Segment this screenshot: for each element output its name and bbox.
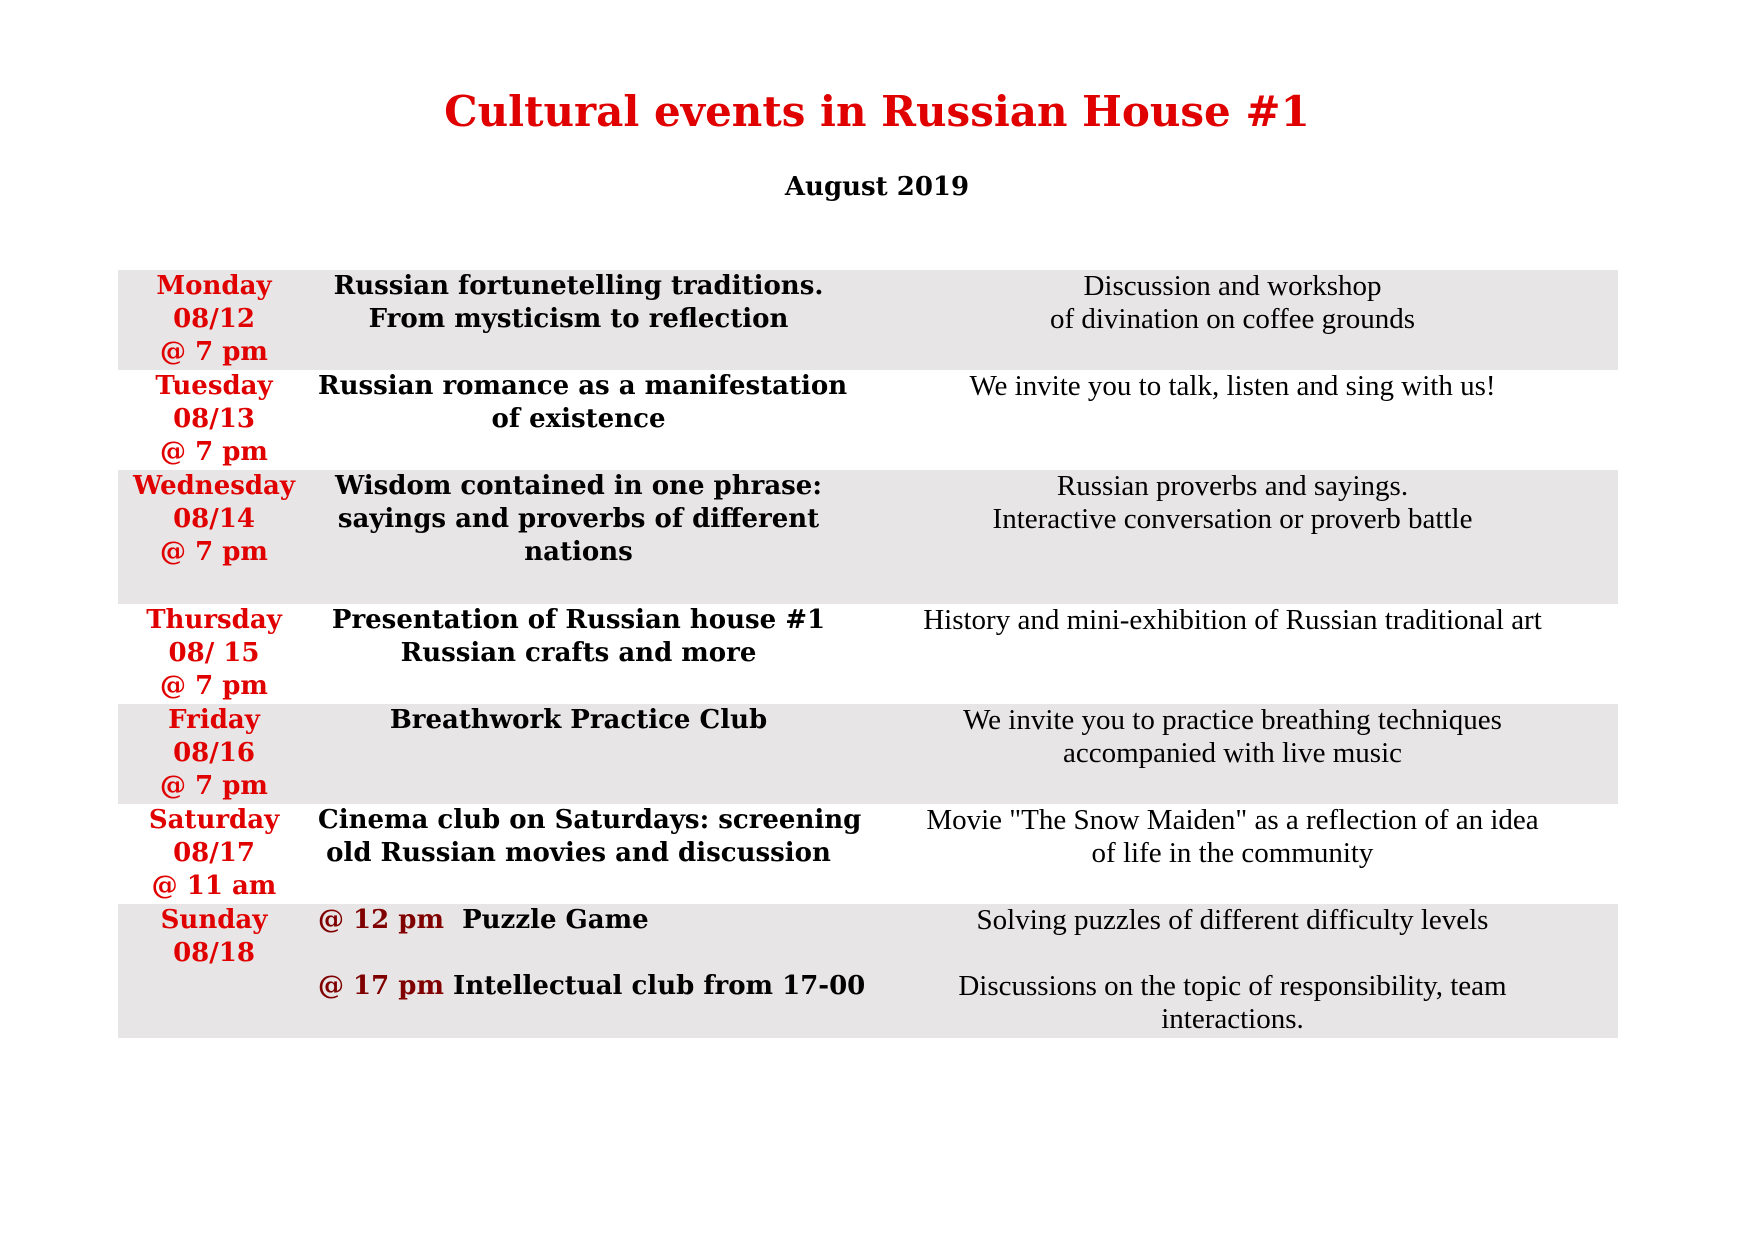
event-date: 08/13 [173,404,255,434]
event-title-line: Russian romance as a manifestation [318,371,848,401]
event-title-cell [310,270,847,370]
event-time: @ 7 pm [160,671,268,701]
event-title-cell [310,904,866,1038]
event-description-line: We invite you to practice breathing techniques [963,704,1502,736]
event-date: 08/16 [173,738,255,768]
event-description-cell [847,704,1618,804]
event-day-cell [118,704,310,804]
session-spacer [318,937,839,970]
event-title-line: From mysticism to reflection [368,304,789,334]
event-title-line: Breathwork Practice Club [389,705,768,735]
event-description-line: interactions. [1161,1003,1304,1035]
session-title: Intellectual club from 17-00 [453,971,866,1001]
event-description-line: of divination on coffee grounds [1049,303,1416,335]
event-title-cell [310,470,847,604]
event-description-line: Solving puzzles of different difficulty levels [976,904,1489,936]
event-title-cell [310,370,847,470]
session-spacer [853,937,1612,970]
event-title-cell [310,604,847,704]
event-title-line: Presentation of Russian house #1 [331,605,826,635]
event-title-line: Russian fortunetelling traditions. [333,271,824,301]
session-time: @ 12 pm [318,905,444,935]
event-row-tuesday [118,370,1618,470]
event-day-cell [118,370,310,470]
event-day-cell [118,904,310,1038]
event-time: @ 7 pm [160,537,268,567]
event-day-cell [118,604,310,704]
event-day: Thursday [146,605,282,635]
page-subtitle: August 2019 [784,172,970,202]
event-row-wednesday [118,470,1618,604]
event-day: Friday [168,705,260,735]
event-day: Wednesday [132,471,296,501]
event-description-line: of life in the community [1091,837,1374,869]
event-description-line: History and mini-exhibition of Russian traditional art [923,604,1542,636]
event-description-line: accompanied with live music [1062,737,1403,769]
event-time: @ 7 pm [160,337,268,367]
event-title-line: Wisdom contained in one phrase: [335,471,822,501]
page-title: Cultural events in Russian House #1 [444,87,1310,136]
event-date: 08/14 [173,504,255,534]
event-day-cell [118,804,310,904]
sunday-session-puzzle [318,904,839,937]
event-title-line: Russian crafts and more [400,638,757,668]
event-description-cell [847,904,1618,1038]
event-description-line: Interactive conversation or proverb battle [992,503,1473,535]
event-day-cell [118,470,310,604]
event-row-thursday [118,604,1618,704]
event-row-saturday [118,804,1618,904]
sunday-session-intellectual [318,970,866,1003]
event-date: 08/18 [173,938,255,968]
event-day: Monday [156,271,272,301]
event-day-cell [118,270,310,370]
event-time: @ 7 pm [160,437,268,467]
event-row-sunday [118,904,1618,1038]
event-description-line: We invite you to talk, listen and sing with us! [969,370,1496,402]
event-description-cell [847,270,1618,370]
event-day: Sunday [160,905,268,935]
schedule-table [118,270,1618,1038]
event-title-cell [310,804,862,904]
event-description-line: Discussion and workshop [1083,270,1382,302]
event-time: @ 7 pm [160,771,268,801]
event-description-cell [847,470,1618,604]
event-title-line: old Russian movies and discussion [326,838,831,868]
event-title-line: nations [524,537,633,567]
event-title-line: Cinema club on Saturdays: screening [318,805,862,835]
event-date: 08/ 15 [168,638,260,668]
event-day: Tuesday [155,371,273,401]
event-description-cell [847,804,1618,904]
event-description-cell [847,604,1618,704]
event-description-line: Russian proverbs and sayings. [1056,470,1409,502]
event-date: 08/12 [173,304,255,334]
event-description-line: Movie "The Snow Maiden" as a reflection of an idea [926,804,1539,836]
event-title-cell [310,704,847,804]
event-description-line: Discussions on the topic of responsibility, team [958,970,1507,1002]
event-row-monday [118,270,1618,370]
event-date: 08/17 [173,838,255,868]
event-day: Saturday [148,805,280,835]
session-time: @ 17 pm [318,971,444,1001]
event-description-cell [847,370,1618,470]
session-title: Puzzle Game [462,905,649,935]
event-title-line: of existence [491,404,666,434]
event-row-friday [118,704,1618,804]
event-title-line: sayings and proverbs of different [337,504,820,534]
event-time: @ 11 am [151,871,277,901]
